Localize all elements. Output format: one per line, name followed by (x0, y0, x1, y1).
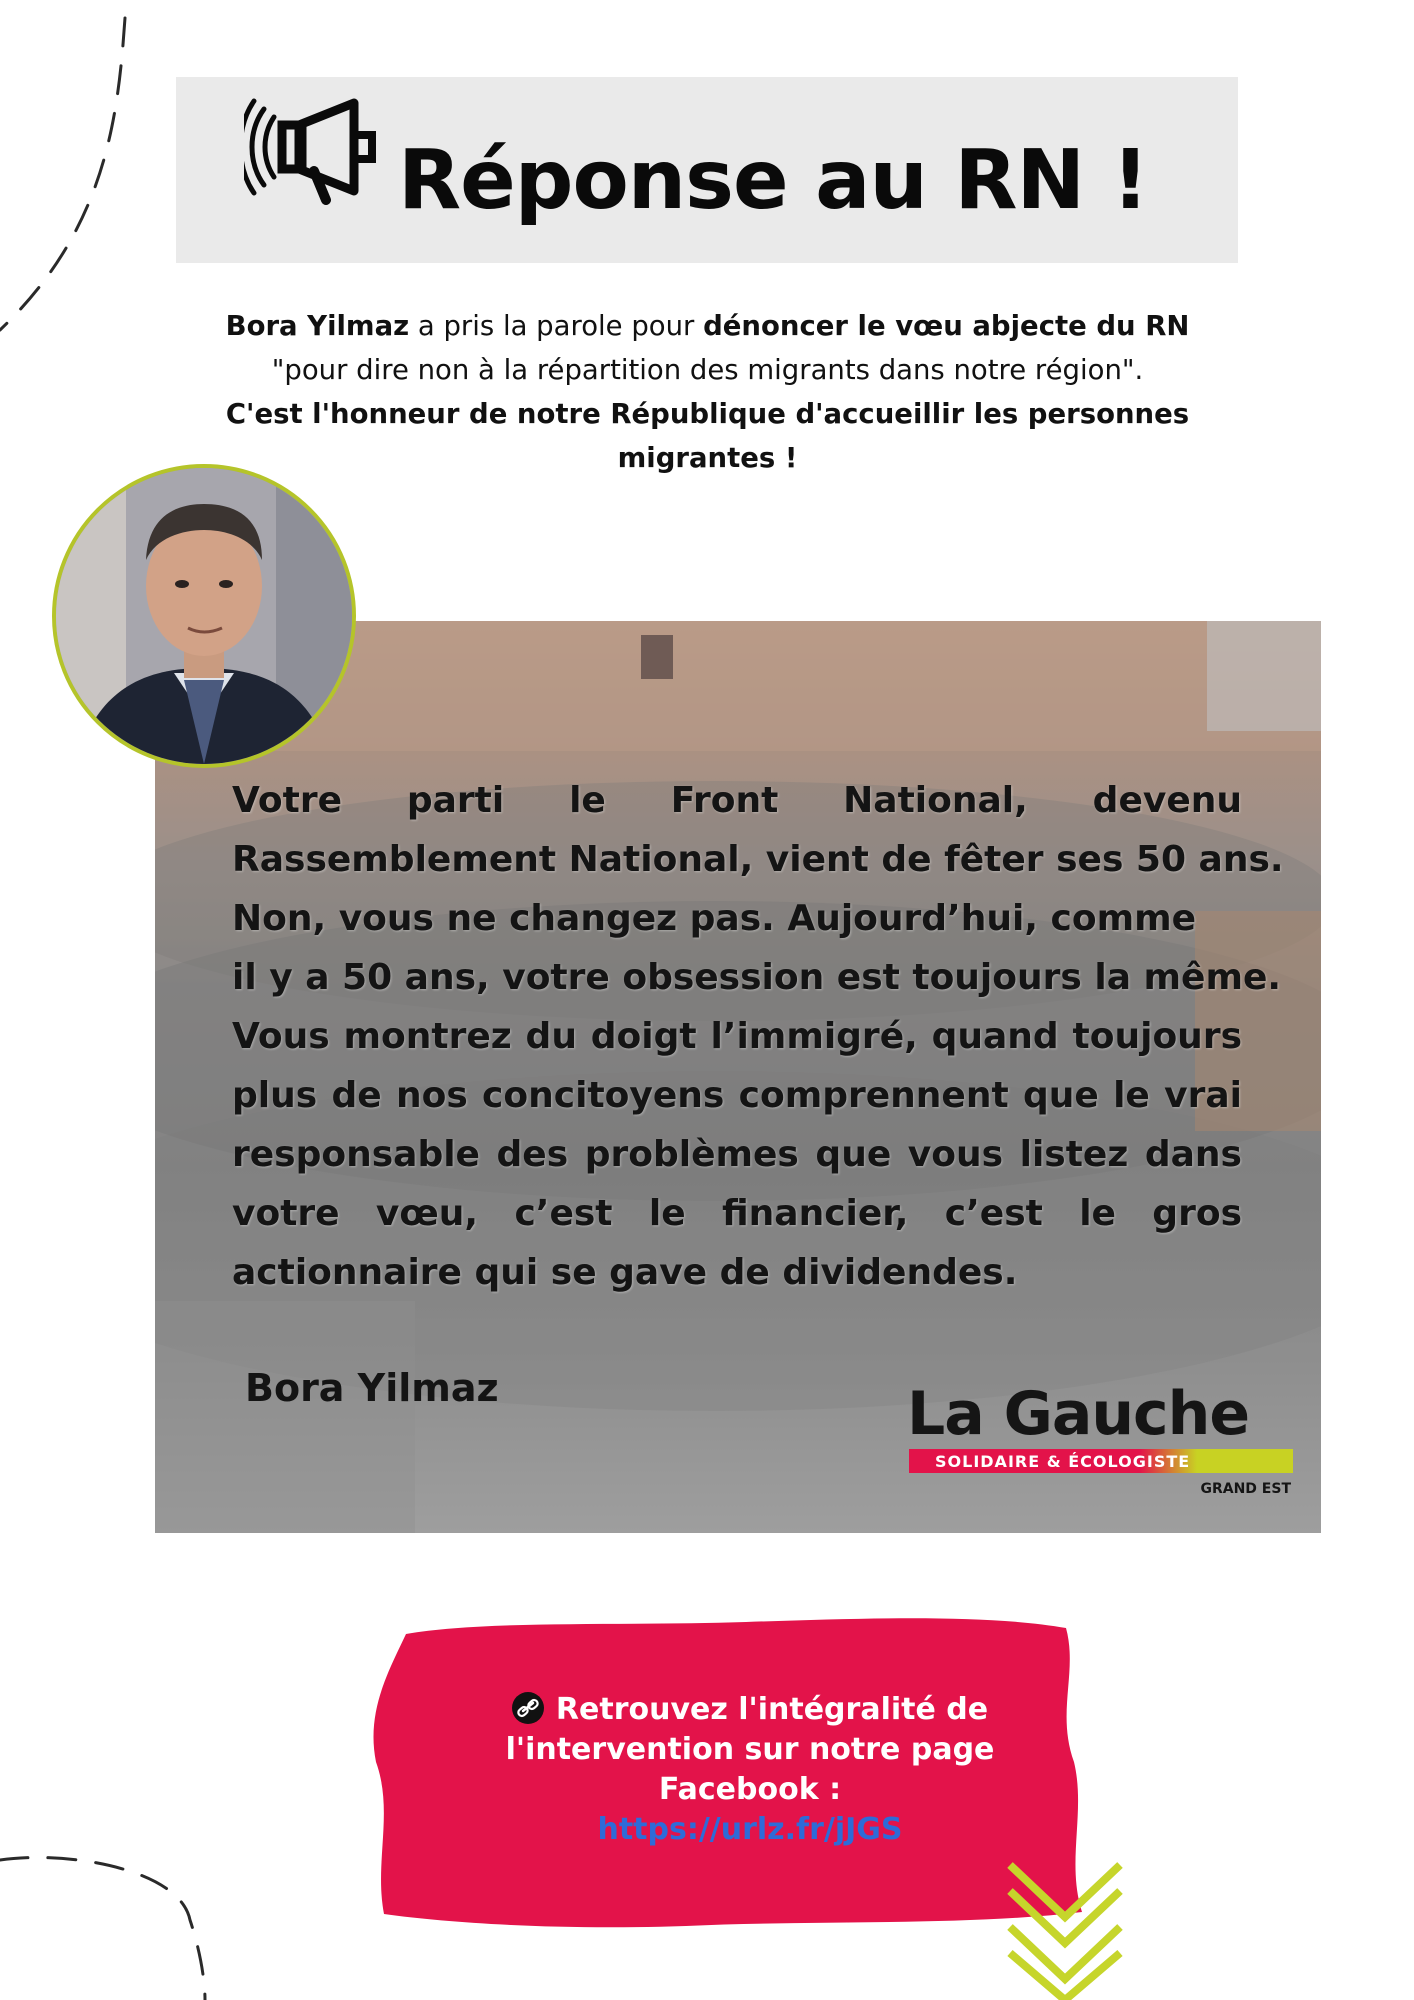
cta-line-1-text: Retrouvez l'intégralité de (555, 1692, 989, 1727)
title-banner (176, 77, 1238, 263)
quote-signature: Bora Yilmaz (245, 1366, 499, 1410)
quote-line: Rassemblement National, vient de fêter ses 50 ans. (232, 839, 1284, 880)
quote-line: votre vœu, c’est le financier, c’est le gros (232, 1193, 1242, 1234)
quote-panel (155, 621, 1321, 1533)
decorative-dashed-arc-top (0, 0, 140, 340)
quote-line: plus de nos concitoyens comprennent que le vrai (232, 1075, 1242, 1116)
intro-connector: a pris la parole pour (409, 310, 704, 342)
logo-tagline: SOLIDAIRE & ÉCOLOGISTE (935, 1452, 1191, 1471)
cta-line-2: l'intervention sur notre page (505, 1732, 995, 1767)
quote-line: il y a 50 ans, votre obsession est toujours la même. (232, 957, 1282, 998)
intro-emphasis: dénoncer le vœu abjecte du RN (703, 310, 1190, 342)
page-title: Réponse au RN ! (398, 133, 1149, 228)
cta-line-1 (470, 1690, 1030, 1730)
megaphone-icon (244, 95, 384, 205)
cta-line-3: Facebook : (658, 1772, 842, 1807)
quote-line: actionnaire qui se gave de dividendes. (232, 1252, 1018, 1293)
speaker-portrait (52, 464, 356, 768)
quote-line: Votre parti le Front National, devenu (232, 780, 1242, 821)
quote-line: Non, vous ne changez pas. Aujourd’hui, comme (232, 898, 1197, 939)
intro-line-4: migrantes ! (617, 442, 798, 474)
intro-line-1 (190, 304, 1225, 348)
intro-line-3: C'est l'honneur de notre République d'accueillir les personnes (225, 398, 1190, 430)
quote-text (232, 771, 1284, 1302)
link-icon (512, 1692, 544, 1724)
intro-paragraph (190, 304, 1225, 480)
decorative-dashed-arc-bottom (0, 1830, 220, 2000)
cta-text (470, 1690, 1030, 1850)
logo-region: GRAND EST (1200, 1481, 1291, 1497)
intro-speaker-name: Bora Yilmaz (225, 310, 410, 342)
logo-tagline-bar (909, 1449, 1293, 1473)
quote-line: Vous montrez du doigt l’immigré, quand toujours (232, 1016, 1242, 1057)
portrait-image (56, 468, 352, 764)
double-chevron-down-icon (1000, 1855, 1130, 2000)
intro-line-2: "pour dire non à la répartition des migrants dans notre région". (271, 354, 1144, 386)
quote-line: responsable des problèmes que vous listez dans (232, 1134, 1242, 1175)
logo-name: La Gauche (907, 1379, 1250, 1449)
facebook-link[interactable]: https://urlz.fr/jJGS (597, 1812, 903, 1847)
party-logo (907, 1379, 1297, 1499)
